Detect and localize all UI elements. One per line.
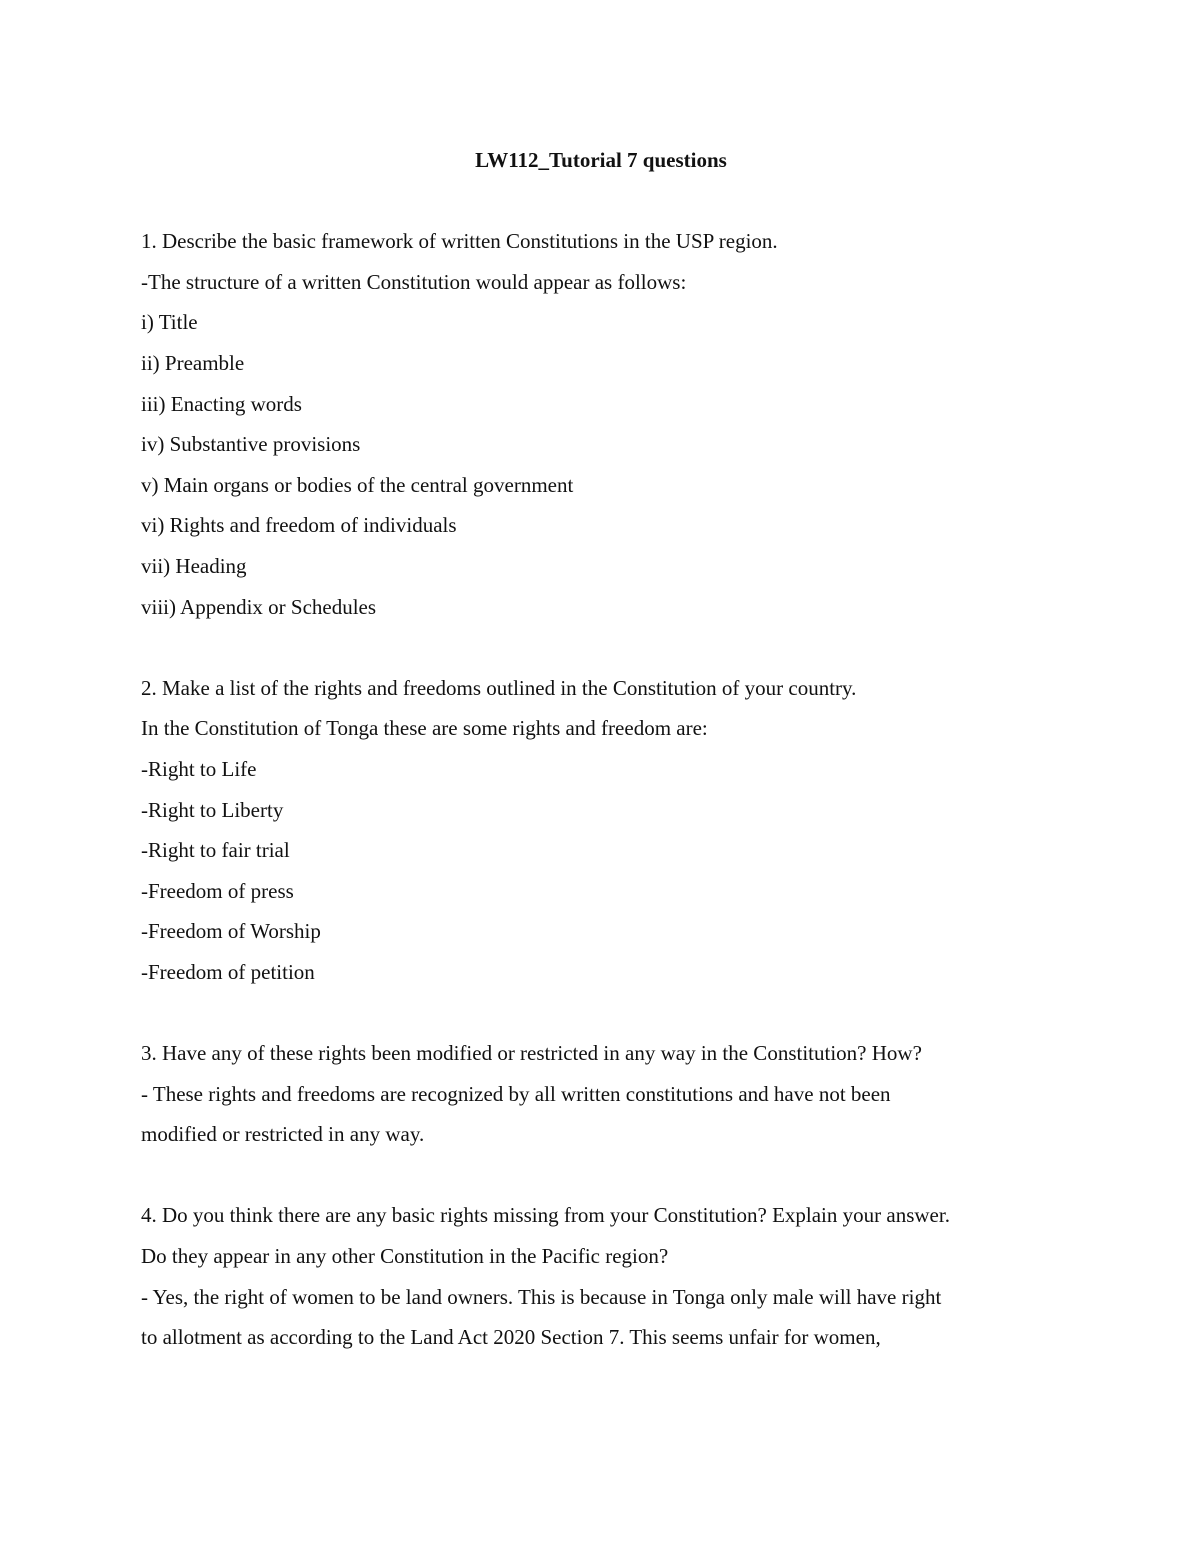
section-spacer: [141, 992, 1061, 1033]
answer-3-line-2: modified or restricted in any way.: [141, 1122, 425, 1147]
list-item: iv) Substantive provisions: [141, 432, 361, 457]
answer-1-intro: -The structure of a written Constitution would appear as follows:: [141, 269, 687, 294]
list-item: viii) Appendix or Schedules: [141, 594, 377, 619]
list-item: -Freedom of petition: [141, 959, 315, 984]
list-item: -Freedom of press: [141, 878, 294, 903]
document-body: [141, 140, 1061, 1358]
question-3-section: [141, 1033, 1061, 1155]
list-item: vi) Rights and freedom of individuals: [141, 513, 457, 538]
list-item: iii) Enacting words: [141, 391, 302, 416]
question-2-text: 2. Make a list of the rights and freedoms outlined in the Constitution of your country.: [141, 675, 857, 700]
section-spacer: [141, 1155, 1061, 1196]
answer-4-line-1: - Yes, the right of women to be land owners. This is because in Tonga only male will have right: [141, 1284, 942, 1309]
question-4-section: [141, 1195, 1061, 1357]
list-item: vii) Heading: [141, 553, 247, 578]
question-3-text: 3. Have any of these rights been modified or restricted in any way in the Constitution? How?: [141, 1041, 922, 1066]
question-4-line-2: Do they appear in any other Constitution in the Pacific region?: [141, 1244, 669, 1269]
question-1-text: 1. Describe the basic framework of written Constitutions in the USP region.: [141, 229, 778, 254]
list-item: -Right to Life: [141, 756, 257, 781]
question-2-section: [141, 668, 1061, 993]
section-spacer: [141, 627, 1061, 668]
list-item: -Right to fair trial: [141, 838, 290, 863]
list-item: v) Main organs or bodies of the central government: [141, 472, 574, 497]
list-item: i) Title: [141, 310, 198, 335]
question-4-line-1: 4. Do you think there are any basic rights missing from your Constitution? Explain your answer.: [141, 1203, 950, 1228]
document-title: LW112_Tutorial 7 questions: [475, 148, 727, 172]
answer-4-line-2: to allotment as according to the Land Act 2020 Section 7. This seems unfair for women,: [141, 1325, 881, 1350]
question-1-section: [141, 221, 1061, 627]
answer-3-line-1: - These rights and freedoms are recognized by all written constitutions and have not been: [141, 1081, 891, 1106]
answer-2-intro: In the Constitution of Tonga these are some rights and freedom are:: [141, 716, 708, 741]
list-item: ii) Preamble: [141, 350, 245, 375]
list-item: -Freedom of Worship: [141, 919, 321, 944]
list-item: -Right to Liberty: [141, 797, 284, 822]
